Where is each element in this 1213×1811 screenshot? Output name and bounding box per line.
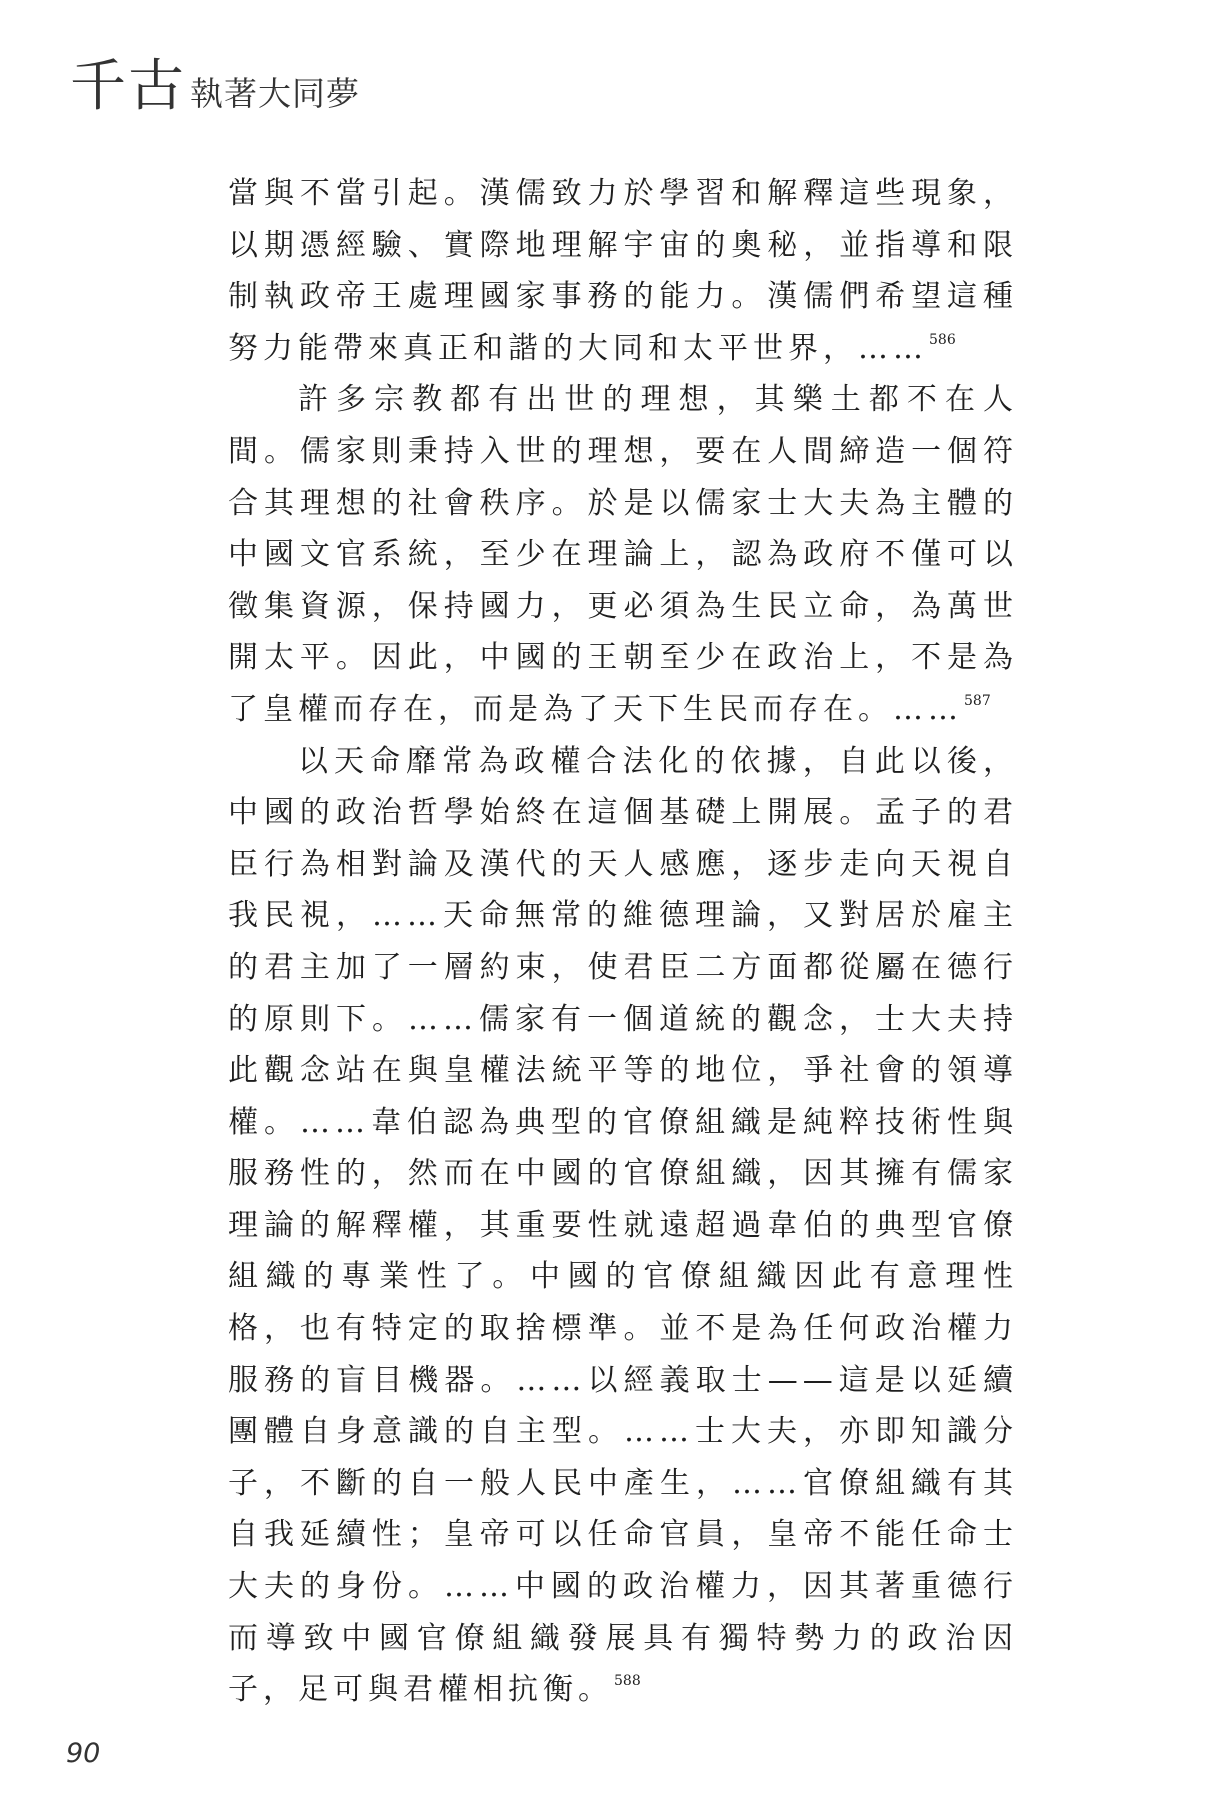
book-header bbox=[70, 42, 360, 122]
text-line: 正和諧的大同和太平世界，…… bbox=[438, 330, 928, 366]
text-line: 家則秉持入世的理想，要在人間締造一個符合其理想的 bbox=[228, 433, 1019, 521]
text-line: 自一般人民中產生，……官僚組織有其自我延續性；皇 bbox=[228, 1465, 1018, 1553]
text-line: 民而存在。…… bbox=[718, 691, 963, 727]
text-line: 許多宗教都有出世的理想，其樂土都不在人間。儒 bbox=[228, 382, 1018, 469]
text-line: 社會秩序。於是以儒家士大夫為主體的中國文官系統， bbox=[228, 485, 1019, 573]
text-line: 國的政治權力，因其著重德行而導致中國官僚組織發展 bbox=[228, 1569, 1018, 1656]
book-title-sub: 執著大同夢 bbox=[190, 74, 360, 113]
text-line: 性格，也有特定的取捨標準。並不是為任何政治權力服 bbox=[228, 1259, 1018, 1398]
footnote-ref: 588 bbox=[614, 1673, 641, 1690]
book-title-main: 千古 bbox=[70, 54, 186, 119]
text-line: 當與不當引起。漢儒致力於學習和解釋這些現象，以期 bbox=[228, 176, 1018, 263]
text-line: 至少在理論上，認為政府不僅可以徵集資源，保持國力， bbox=[228, 537, 1019, 624]
text-line: 因其擁有儒家理論的解釋權，其重要性就遠超過韋伯的 bbox=[228, 1156, 1019, 1243]
text-line: 織是純粹技術性與服務性的，然而在中國的官僚組織， bbox=[228, 1104, 1018, 1192]
text-line: 的政治哲學始終在這個基礎上開展。孟子的君臣行為相 bbox=[228, 795, 1019, 882]
text-line: 王處理國家事務的能力。漢儒們希望這種努力能帶來真 bbox=[228, 279, 1019, 366]
text-line: 一個道統的觀念，士大夫持此觀念站在與皇權法統平等 bbox=[228, 1001, 1018, 1089]
text-line: 典型官僚組織的專業性了。中國的官僚組織因此有意理 bbox=[228, 1207, 1019, 1295]
text-line: 憑經驗、實際地理解宇宙的奧秘，並指導和限制執政帝 bbox=[228, 227, 1019, 315]
text-line: 至少在政治上，不是為了皇權而存在，而是為了天下生 bbox=[228, 640, 1019, 727]
text-line: 更必須為生民立命，為萬世開太平。因此，中國的王朝 bbox=[228, 588, 1019, 676]
page-number: 90 bbox=[66, 1738, 101, 1769]
text-line: 的地位，爭社會的領導權。……韋伯認為典型的官僚組 bbox=[228, 1053, 1019, 1140]
text-line: 對論及漢代的天人感應，逐步走向天視自我民視，…… bbox=[228, 846, 1019, 934]
text-line: 具有獨特勢力的政治因子，足可與君權相抗衡。 bbox=[228, 1620, 1018, 1708]
text-line: 身意識的自主型。……士大夫，亦即知識分子，不斷的 bbox=[228, 1414, 1018, 1501]
paragraph-continuation bbox=[228, 168, 1018, 374]
text-line: 以天命靡常為政權合法化的依據，自此以後，中國 bbox=[228, 743, 1018, 831]
text-line: 帝可以任命官員，皇帝不能任命士大夫的身份。……中 bbox=[228, 1517, 1019, 1605]
text-line: 務的盲目機器。……以經義取士——這是以延續團體自 bbox=[228, 1362, 1019, 1450]
footnote-ref: 586 bbox=[929, 331, 956, 348]
text-line: 天命無常的維德理論，又對居於雇主的君主加了一層約 bbox=[228, 898, 1018, 985]
footnote-ref: 587 bbox=[964, 692, 991, 709]
paragraph bbox=[228, 374, 1018, 735]
paragraph bbox=[228, 736, 1018, 1716]
text-body bbox=[228, 168, 1018, 1716]
text-line: 束，使君臣二方面都從屬在德行的原則下。……儒家有 bbox=[228, 949, 1019, 1037]
